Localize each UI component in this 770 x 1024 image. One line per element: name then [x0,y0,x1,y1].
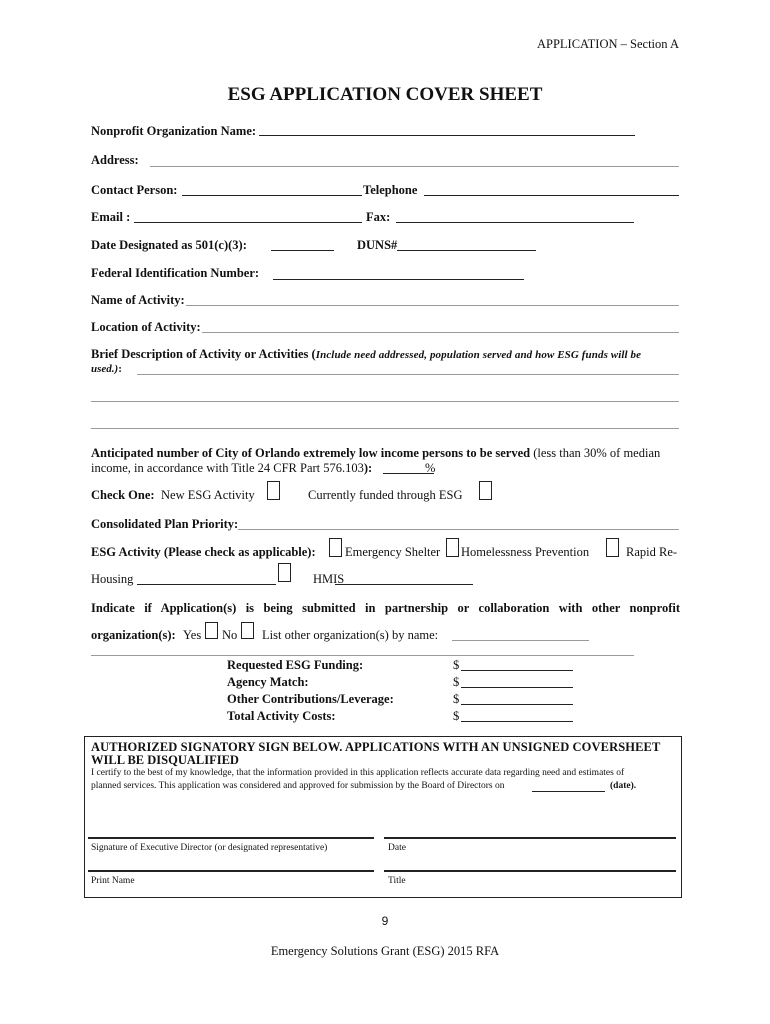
other-contributions-field[interactable] [461,704,573,705]
agency-match-label: Agency Match: [227,675,309,689]
rapid-rehousing-checkbox[interactable] [606,538,619,557]
homelessness-prevention-checkbox[interactable] [446,538,459,557]
date-501c3-field[interactable] [271,250,334,251]
currently-funded-label: Currently funded through ESG [308,488,463,502]
contact-person-field[interactable] [182,195,362,196]
anticipated-bold: Anticipated number of City of Orlando extremely low income persons to be served [91,446,531,460]
board-date-field[interactable] [532,791,605,792]
brief-description-line-3[interactable] [91,428,679,429]
signatory-heading-2: WILL BE DISQUALIFIED [91,753,239,767]
email-label: Email : [91,210,131,224]
hmis-checkbox[interactable] [278,563,291,582]
anticipated-cfr: income, in accordance with Title 24 CFR Part 576.103 [91,461,364,475]
org-name-label: Nonprofit Organization Name: [91,124,257,138]
other-contributions-label: Other Contributions/Leverage: [227,692,394,706]
signatory-heading-1: AUTHORIZED SIGNATORY SIGN BELOW. APPLICATIONS WITH AN UNSIGNED COVERSHEET [91,740,661,754]
organizations-label: organization(s): [91,628,176,642]
title-line[interactable] [384,870,676,872]
partnership-question: Indicate if Application(s) is being submitted in partnership or collaboration with other nonprofit [91,601,680,615]
yes-checkbox[interactable] [205,622,218,639]
title-label: Title [388,876,406,886]
hmis-label: HMIS [313,572,345,586]
percent-sign: % [425,461,436,475]
no-label: No [222,628,238,642]
signature-line[interactable] [88,837,374,839]
anticipated-line-2 [91,461,372,476]
signature-date-line[interactable] [384,837,676,839]
rapid-rehousing-label: Rapid Re- [626,545,678,559]
activity-name-label: Name of Activity: [91,293,185,307]
agency-match-currency: $ [453,675,460,689]
duns-label: DUNS# [357,238,398,252]
federal-id-label: Federal Identification Number: [91,266,260,280]
brief-description-label [91,347,680,362]
telephone-field[interactable] [424,195,679,196]
yes-label: Yes [183,628,202,642]
total-costs-label: Total Activity Costs: [227,709,336,723]
no-checkbox[interactable] [241,622,254,639]
emergency-shelter-checkbox[interactable] [329,538,342,557]
brief-description-note: Include need addressed, population served and how ESG funds will be [315,349,642,361]
footer-program: Emergency Solutions Grant (ESG) 2015 RFA [270,944,500,958]
signature-date-label: Date [388,843,406,853]
homelessness-prevention-label: Homelessness Prevention [461,545,590,559]
housing-label: Housing [91,572,134,586]
housing-field[interactable] [137,584,276,585]
anticipated-colon: ): [363,461,373,475]
page-number: 9 [381,914,389,928]
new-esg-activity-label: New ESG Activity [161,488,255,502]
anticipated-rest: (less than 30% of median [530,446,661,460]
consolidated-plan-label: Consolidated Plan Priority: [91,517,239,531]
anticipated-label [91,446,660,461]
duns-field[interactable] [397,250,536,251]
check-one-label: Check One: [91,488,155,502]
hmis-field[interactable] [335,584,473,585]
telephone-label: Telephone [363,183,418,197]
activity-location-field[interactable] [202,332,679,333]
print-name-line[interactable] [88,870,374,872]
certify-line-2: planned services. This application was considered and approved for submission by the Board of Directors on [91,781,505,791]
contact-person-label: Contact Person: [91,183,178,197]
consolidated-plan-field[interactable] [238,529,679,530]
requested-funding-field[interactable] [461,670,573,671]
brief-description-text: Brief Description of Activity or Activities ( [91,347,316,361]
section-header: APPLICATION – Section A [536,37,679,51]
org-name-field[interactable] [259,135,635,136]
esg-activity-label: ESG Activity (Please check as applicable): [91,545,316,559]
total-costs-field[interactable] [461,721,573,722]
list-organizations-line-2[interactable] [91,655,634,656]
brief-description-note-2: used.) [91,363,119,375]
federal-id-field[interactable] [273,279,524,280]
signature-label: Signature of Executive Director (or designated representative) [91,843,328,853]
email-field[interactable] [134,222,362,223]
fax-field[interactable] [396,222,634,223]
brief-description-colon: : [118,363,122,375]
agency-match-field[interactable] [461,687,573,688]
page-title: ESG APPLICATION COVER SHEET [227,84,543,105]
list-organizations-label: List other organization(s) by name: [262,628,439,642]
fax-label: Fax: [366,210,391,224]
brief-description-line-2[interactable] [91,401,679,402]
address-field[interactable] [150,166,679,167]
emergency-shelter-label: Emergency Shelter [345,545,441,559]
other-contributions-currency: $ [453,692,460,706]
certify-line-1: I certify to the best of my knowledge, that the information provided in this application reflects accurate data regarding need and estimates of [91,768,625,778]
activity-name-field[interactable] [186,305,679,306]
activity-location-label: Location of Activity: [91,320,201,334]
date-501c3-label: Date Designated as 501(c)(3): [91,238,247,252]
currently-funded-checkbox[interactable] [479,481,492,500]
address-label: Address: [91,153,139,167]
date-note: (date). [610,781,637,791]
print-name-label: Print Name [91,876,135,886]
brief-description-cont [91,363,122,375]
new-esg-activity-checkbox[interactable] [267,481,280,500]
total-costs-currency: $ [453,709,460,723]
list-organizations-field[interactable] [452,640,589,641]
requested-funding-label: Requested ESG Funding: [227,658,364,672]
brief-description-line-1[interactable] [137,374,679,375]
requested-funding-currency: $ [453,658,460,672]
